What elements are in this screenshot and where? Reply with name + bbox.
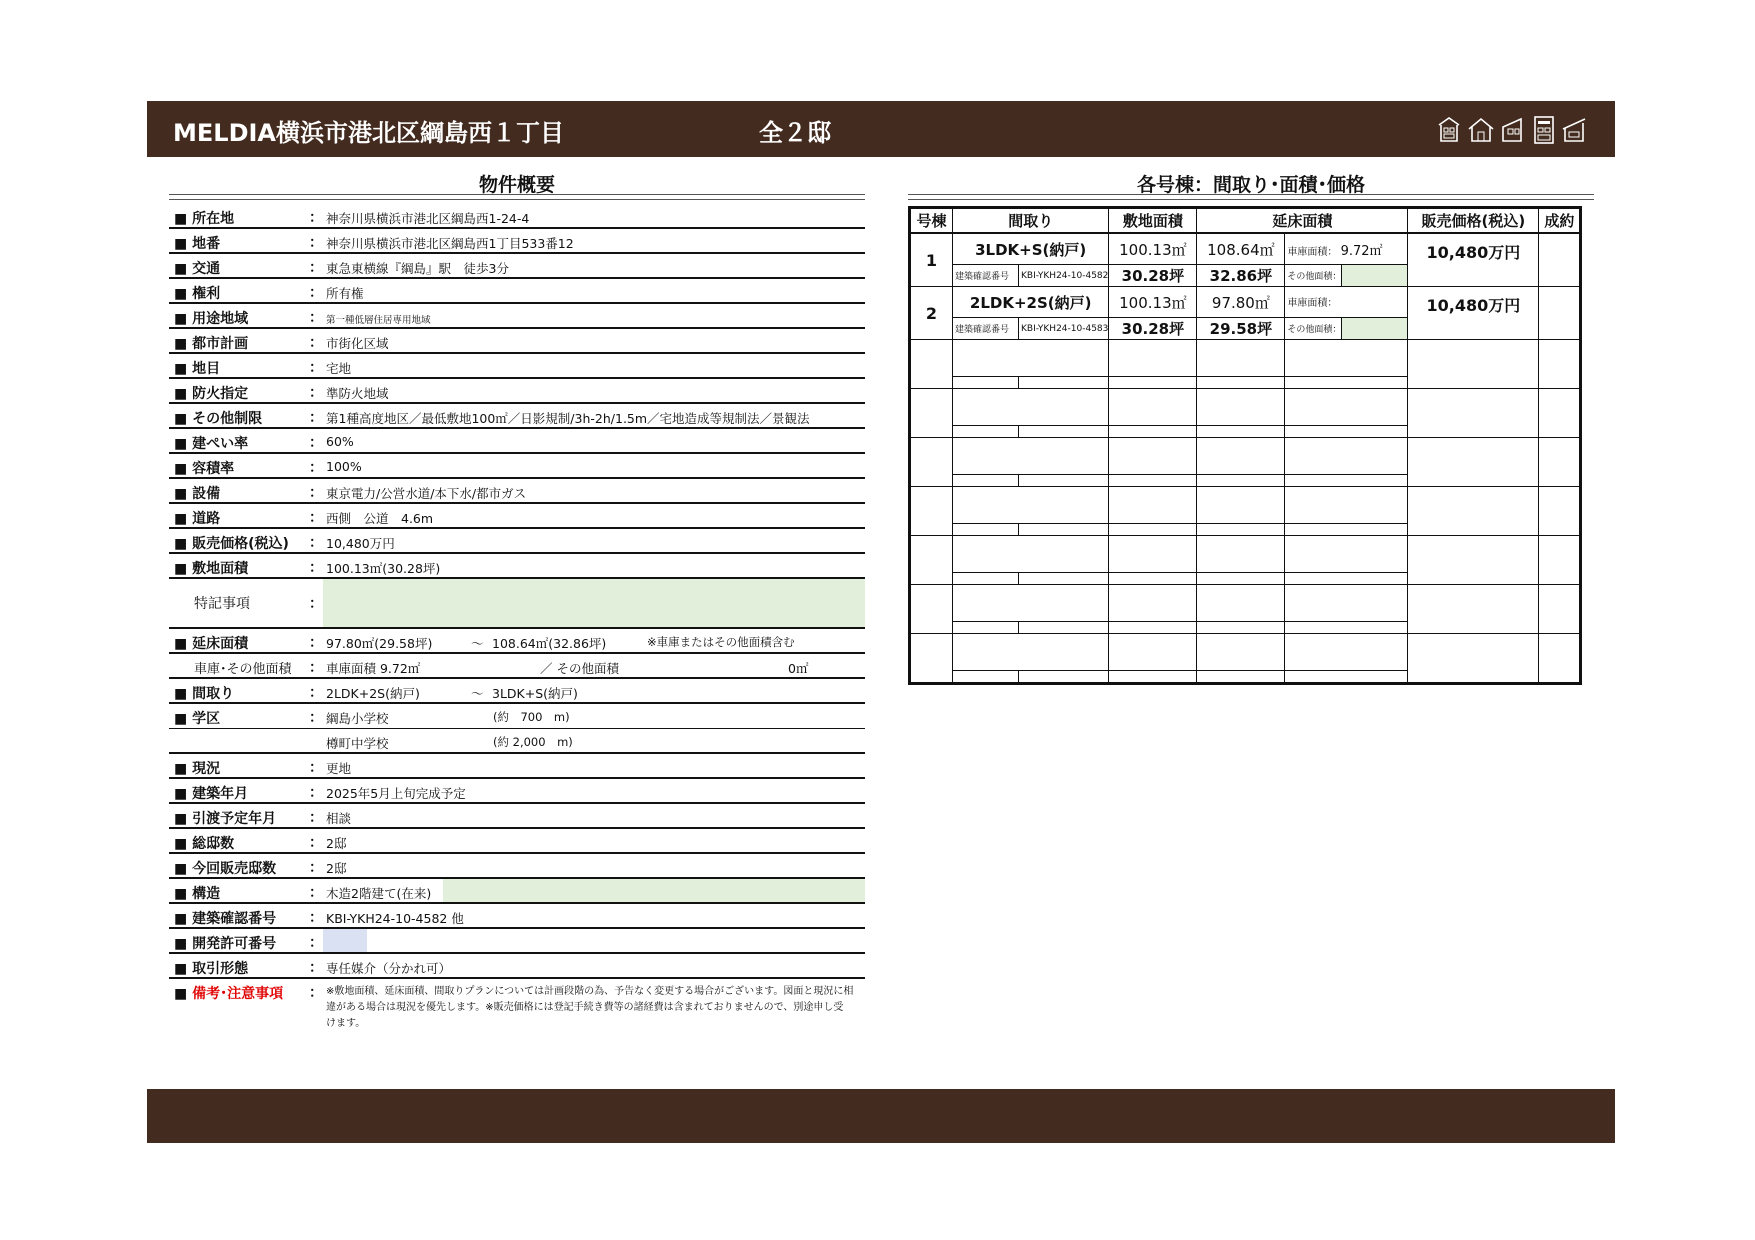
row-label: ■ 用途地域 <box>174 311 249 327</box>
special-value <box>323 579 865 627</box>
col-header: 成約 <box>1539 208 1581 234</box>
row-label: ■ 引渡予定年月 <box>174 811 277 827</box>
overview-row: ■ 販売価格(税込) ： 10,480万円 <box>169 529 865 554</box>
overview-row: ■ 防火指定 ： 準防火地域 <box>169 379 865 404</box>
overview-row: ■ 総邸数 ： 2邸 <box>169 829 865 854</box>
overview-row: ■ 都市計画 ： 市街化区域 <box>169 329 865 354</box>
school-row-2: 樽町中学校 (約 2,000 m) <box>169 729 865 754</box>
row-label: ■ 現況 <box>174 761 221 777</box>
overview-row: ■ 建ぺい率 ： 60% <box>169 429 865 454</box>
garage-row: 車庫･その他面積 ： 車庫面積 9.72㎡ ／ その他面積 0㎡ <box>169 654 865 679</box>
col-header: 敷地面積 <box>1109 208 1197 234</box>
school-row-1: ■ 学区 ： 綱島小学校 (約 700 m) <box>169 704 865 729</box>
unit-price: 10,480万円 <box>1408 287 1539 340</box>
unit-layout: 3LDK+S(納戸) <box>953 233 1109 265</box>
row-value: 相談 <box>326 811 352 826</box>
unit-no: 1 <box>910 233 953 287</box>
confirm-label: 建築確認番号 <box>953 265 1019 287</box>
table-header <box>910 208 1581 234</box>
layout-row: ■ 間取り ： 2LDK+2S(納戸) ～ 3LDK+S(納戸) <box>169 679 865 704</box>
table-row <box>910 287 1581 318</box>
units-table <box>908 206 1582 685</box>
row-label: ■ 設備 <box>174 486 221 502</box>
site-tsubo: 30.28坪 <box>1109 265 1197 287</box>
unit-no: 2 <box>910 287 953 340</box>
overview-row: ■ 設備 ： 東京電力/公営水道/本下水/都市ガス <box>169 479 865 504</box>
row-label: ■ 容積率 <box>174 461 235 477</box>
remarks-row: ■ 備考･注意事項 ： ※敷地面積、延床面積、間取りプランについては計画段階の為、予告なく変更する場合がございます。図面と現況に相 違がある場合は現況を優先します。※販売価格には登記手続き費等の諸経費は含まれておりませんので、別途申し受 けます。 <box>169 979 865 1035</box>
garage-label: 車庫面積： <box>1287 298 1338 309</box>
remarks-text: ※敷地面積、延床面積、間取りプランについては計画段階の為、予告なく変更する場合がございます。図面と現況に相 違がある場合は現況を優先します。※販売価格には登記手続き費等の諸経費は含まれておりませんので、別途申し受 けます。 <box>326 986 854 1029</box>
dev-permit-row: ■ 開発許可番号 ： <box>169 929 865 954</box>
unit-count: 全２邸 <box>759 119 831 147</box>
row-label: ■ その他制限 <box>174 411 263 427</box>
site-m2: 100.13㎡ <box>1109 233 1197 265</box>
empty-row <box>910 585 1581 622</box>
floor-tsubo: 32.86坪 <box>1197 265 1285 287</box>
row-label: ■ 敷地面積 <box>174 561 249 577</box>
divider <box>169 194 865 200</box>
overview-row: ■ 建築年月 ： 2025年5月上旬完成予定 <box>169 779 865 804</box>
col-header: 販売価格(税込) <box>1408 208 1539 234</box>
overview-row: ■ 今回販売邸数 ： 2邸 <box>169 854 865 879</box>
row-value: 準防火地域 <box>326 386 389 401</box>
site-tsubo: 30.28坪 <box>1109 318 1197 340</box>
overview-table <box>169 204 865 1035</box>
floor-area-row: ■ 延床面積 ： 97.80㎡(29.58坪) ～ 108.64㎡(32.86坪) ※車庫またはその他面積含む <box>169 629 865 654</box>
special-row: 特記事項 ： <box>169 579 865 629</box>
row-value: 100% <box>326 459 362 474</box>
house-icon <box>1561 115 1587 143</box>
unit-sold <box>1539 287 1581 340</box>
overview-title: 物件概要 <box>478 174 555 196</box>
row-value: 西側 公道 4.6m <box>326 511 434 526</box>
row-value: 所有権 <box>326 286 364 301</box>
row-value: 市街化区域 <box>326 336 389 351</box>
empty-row <box>910 634 1581 671</box>
deal-row: ■ 取引形態 ： 専任媒介（分かれ可） <box>169 954 865 979</box>
overview-row: ■ 道路 ： 西側 公道 4.6m <box>169 504 865 529</box>
row-value: 東急東横線『綱島』駅 徒歩3分 <box>326 261 509 276</box>
floor-m2: 108.64㎡ <box>1197 233 1285 265</box>
header-band <box>147 101 1615 157</box>
overview-row: ■ 容積率 ： 100% <box>169 454 865 479</box>
row-label: ■ 総邸数 <box>174 836 235 852</box>
row-label: ■ 権利 <box>174 286 221 302</box>
other-label: その他面積： <box>1285 265 1342 287</box>
permit-row: ■ 建築確認番号 ： KBI-YKH24-10-4582 他 <box>169 904 865 929</box>
empty-row <box>910 536 1581 573</box>
site-m2: 100.13㎡ <box>1109 287 1197 318</box>
house-icon <box>1501 115 1527 143</box>
overview-row: ■ 権利 ： 所有権 <box>169 279 865 304</box>
row-label: ■ 地番 <box>174 236 221 252</box>
garage-value: 9.72㎡ <box>1340 243 1383 259</box>
dev-permit-value <box>323 929 367 952</box>
row-label: ■ 所在地 <box>174 211 235 227</box>
overview-row: ■ 用途地域 ： 第一種低層住居専用地域 <box>169 304 865 329</box>
unit-price: 10,480万円 <box>1408 233 1539 287</box>
empty-row <box>910 438 1581 475</box>
house-icon <box>1467 115 1495 143</box>
other-value <box>1342 318 1408 340</box>
row-label: ■ 今回販売邸数 <box>174 861 277 877</box>
row-label: ■ 地目 <box>174 361 221 377</box>
row-label: ■ 防火指定 <box>174 386 249 402</box>
house-icons <box>1437 115 1587 145</box>
row-value: 100.13㎡(30.28坪) <box>326 561 441 576</box>
unit-sold <box>1539 233 1581 287</box>
divider <box>908 194 1594 200</box>
row-value: 2025年5月上旬完成予定 <box>326 786 466 801</box>
other-label: その他面積： <box>1285 318 1342 340</box>
row-value: 2邸 <box>326 861 347 876</box>
col-header: 間取り <box>953 208 1109 234</box>
confirm-no: KBI-YKH24-10-4583 <box>1019 318 1109 340</box>
row-label: ■ 建築年月 <box>174 786 249 802</box>
unit-layout: 2LDK+2S(納戸) <box>953 287 1109 318</box>
row-label: ■ 道路 <box>174 511 221 527</box>
footer-band <box>147 1089 1615 1143</box>
other-value <box>1342 265 1408 287</box>
house-icon <box>1437 115 1461 143</box>
row-value: 10,480万円 <box>326 536 395 551</box>
row-value: 2邸 <box>326 836 347 851</box>
col-header: 号棟 <box>910 208 953 234</box>
special-label: 特記事項 <box>194 596 250 612</box>
property-title: MELDIA横浜市港北区綱島西１丁目 <box>173 119 564 147</box>
floor-m2: 97.80㎡ <box>1197 287 1285 318</box>
overview-row: ■ 現況 ： 更地 <box>169 754 865 779</box>
row-label: ■ 都市計画 <box>174 336 249 352</box>
row-value: 第一種低層住居専用地域 <box>326 315 431 326</box>
col-header: 延床面積 <box>1197 208 1408 234</box>
empty-row <box>910 340 1581 377</box>
house-icon <box>1533 115 1555 145</box>
overview-row: ■ 引渡予定年月 ： 相談 <box>169 804 865 829</box>
units-title: 各号棟：間取り･面積･価格 <box>1136 174 1365 196</box>
overview-row: ■ 交通 ： 東急東横線『綱島』駅 徒歩3分 <box>169 254 865 279</box>
empty-row <box>910 487 1581 524</box>
row-label: ■ 販売価格(税込) <box>174 536 289 552</box>
row-value: 宅地 <box>326 361 352 376</box>
row-value: 更地 <box>326 761 352 776</box>
row-label: ■ 交通 <box>174 261 221 277</box>
overview-row: ■ 敷地面積 ： 100.13㎡(30.28坪) <box>169 554 865 579</box>
row-value: 第1種高度地区／最低敷地100㎡／日影規制/3h-2h/1.5m／宅地造成等規制法／景観法 <box>326 411 810 426</box>
garage-label: 車庫面積： <box>1287 246 1338 258</box>
overview-row: ■ 地目 ： 宅地 <box>169 354 865 379</box>
floor-tsubo: 29.58坪 <box>1197 318 1285 340</box>
table-row <box>910 233 1581 265</box>
row-value: 神奈川県横浜市港北区綱島西1丁目533番12 <box>326 236 574 251</box>
overview-row: ■ 地番 ： 神奈川県横浜市港北区綱島西1丁目533番12 <box>169 229 865 254</box>
row-value: 神奈川県横浜市港北区綱島西1-24-4 <box>326 211 530 226</box>
confirm-no: KBI-YKH24-10-4582 <box>1019 265 1109 287</box>
structure-row: ■ 構造 ： 木造2階建て(在来) <box>169 879 865 904</box>
overview-row: ■ その他制限 ： 第1種高度地区／最低敷地100㎡／日影規制/3h-2h/1.5m／宅地造成等規制法／景観法 <box>169 404 865 429</box>
row-value: 東京電力/公営水道/本下水/都市ガス <box>326 486 527 501</box>
row-value: 60% <box>326 434 354 449</box>
empty-row <box>910 389 1581 426</box>
confirm-label: 建築確認番号 <box>953 318 1019 340</box>
overview-row: ■ 所在地 ： 神奈川県横浜市港北区綱島西1-24-4 <box>169 204 865 229</box>
row-label: ■ 建ぺい率 <box>174 436 249 452</box>
